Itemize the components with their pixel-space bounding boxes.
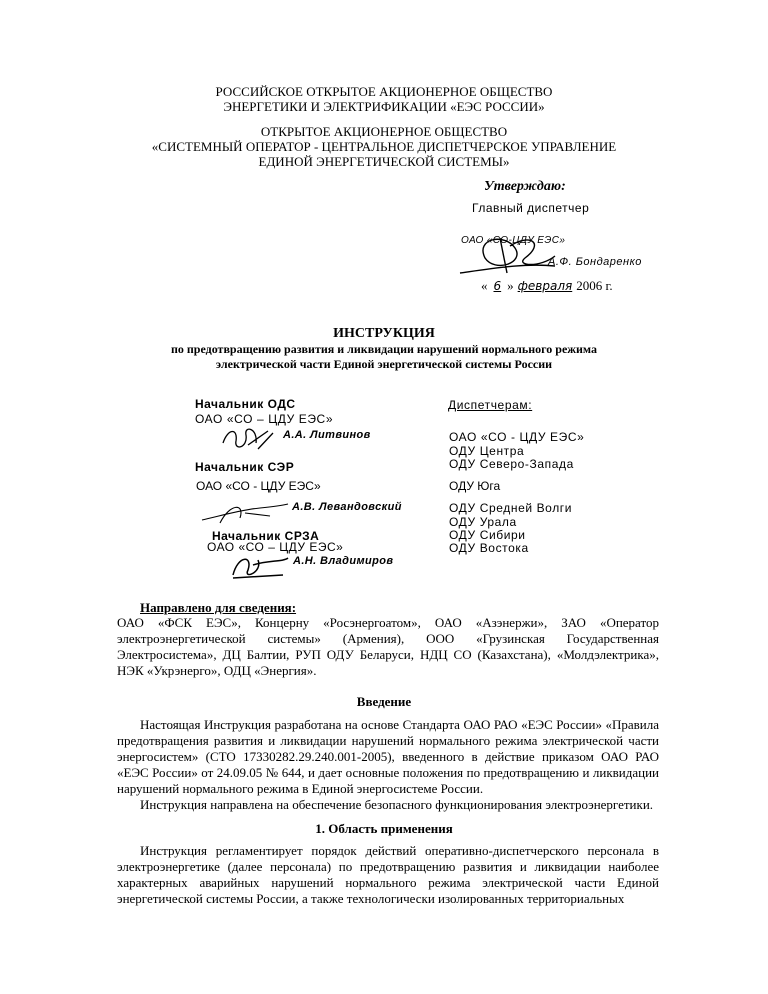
ods-title: Начальник ОДС [195, 397, 296, 411]
ods-name: А.А. Литвинов [283, 429, 371, 441]
distribution-text: ОАО «ФСК ЕЭС», Концерну «Росэнергоатом», ОАО «Азэнержи», ЗАО «Оператор электроэнергетической системы» (Армения), ООО «Грузинская Государственная Электросистема», ДЦ Балтии, РУП ОДУ Беларуси, НДЦ СО (Казахстана), «Молдэлектрика», НЭК «Укрэнерго», ОДЦ «Энергия». [117, 615, 659, 678]
intro-heading: Введение [356, 694, 412, 709]
intro-paragraph: Инструкция направлена на обеспечение безопасного функционирования электроэнергетики. [140, 797, 654, 812]
section1-heading: 1. Область применения [315, 821, 453, 836]
srza-name: А.Н. Владимиров [293, 555, 394, 567]
ser-title: Начальник СЭР [195, 460, 295, 474]
document-subtitle-line1: по предотвращению развития и ликвидации нарушений нормального режима [170, 342, 598, 356]
date-month: февраля [517, 279, 573, 293]
intro-body [117, 717, 659, 813]
ods-org: ОАО «СО – ЦДУ ЕЭС» [195, 412, 334, 426]
ser-name: А.В. Левандовский [292, 501, 402, 513]
dispatcher-item: ОАО «СО - ЦДУ ЕЭС» [449, 430, 585, 444]
dispatcher-item: ОДУ Средней Волги [449, 501, 573, 515]
date-day: 6 [493, 279, 502, 293]
ser-org: ОАО «СО - ЦДУ ЕЭС» [196, 479, 321, 493]
section1-paragraph: Инструкция регламентирует порядок действий оперативно-диспетчерского персонала в электроэнергетике (далее персонала) по предотвращению развития и ликвидации наиболее характерных аварийных нарушений нормального режима электрической части Единой энергетической системы России, а также технологически изолированных территориальных [117, 843, 659, 906]
approval-org: ОАО «СО-ЦДУ ЕЭС» [461, 235, 566, 246]
dispatcher-item: ОДУ Северо-Запада [449, 457, 574, 471]
dispatcher-item: ОДУ Востока [449, 541, 529, 555]
approval-name: А.Ф. Бондаренко [548, 256, 642, 268]
date-open-quote: « [481, 278, 488, 293]
section1-body [117, 843, 659, 907]
approval-heading: Утверждаю: [484, 179, 566, 194]
dispatchers-heading: Диспетчерам: [448, 398, 533, 412]
date-close-quote: » [507, 278, 514, 293]
srza-title: Начальник СРЗА [212, 529, 320, 543]
org2-line3: ЕДИНОЙ ЭНЕРГЕТИЧЕСКОЙ СИСТЕМЫ» [258, 154, 510, 169]
approval-date [481, 278, 613, 294]
org2-line2: «СИСТЕМНЫЙ ОПЕРАТОР - ЦЕНТРАЛЬНОЕ ДИСПЕТЧЕРСКОЕ УПРАВЛЕНИЕ [151, 139, 617, 154]
ser-signature [200, 498, 290, 528]
srza-org: ОАО «СО – ЦДУ ЕЭС» [207, 540, 344, 554]
ods-signature [218, 423, 278, 453]
dispatcher-item: ОДУ Сибири [449, 528, 526, 542]
dispatcher-item: ОДУ Урала [449, 515, 517, 529]
date-year: 2006 г. [576, 278, 613, 293]
document-subtitle-line2: электрической части Единой энергетической системы России [215, 357, 553, 371]
distribution-heading: Направлено для сведения: [140, 600, 297, 615]
dispatcher-item: ОДУ Юга [449, 479, 501, 493]
approval-position: Главный диспетчер [472, 201, 590, 215]
dispatcher-item: ОДУ Центра [449, 444, 525, 458]
org2-line1: ОТКРЫТОЕ АКЦИОНЕРНОЕ ОБЩЕСТВО [260, 124, 508, 139]
document-title: ИНСТРУКЦИЯ [333, 326, 435, 341]
director-signature [455, 228, 565, 278]
intro-paragraph: Настоящая Инструкция разработана на основе Стандарта ОАО РАО «ЕЭС России» «Правила предотвращения развития и ликвидации нарушений нормального режима электрической части энергосистем» (СТО 17330282.29.240.001-2005), введенного в действие приказом ОАО РАО «ЕЭС России» от 24.09.05 № 644, и дает основные положения по предотвращению и ликвидации нарушений нормального режима в Единой энергосистеме России. [117, 717, 659, 796]
srza-signature [228, 550, 293, 580]
org1-line1: РОССИЙСКОЕ ОТКРЫТОЕ АКЦИОНЕРНОЕ ОБЩЕСТВО [215, 84, 553, 99]
org1-line2: ЭНЕРГЕТИКИ И ЭЛЕКТРИФИКАЦИИ «ЕЭС РОССИИ» [223, 99, 545, 114]
